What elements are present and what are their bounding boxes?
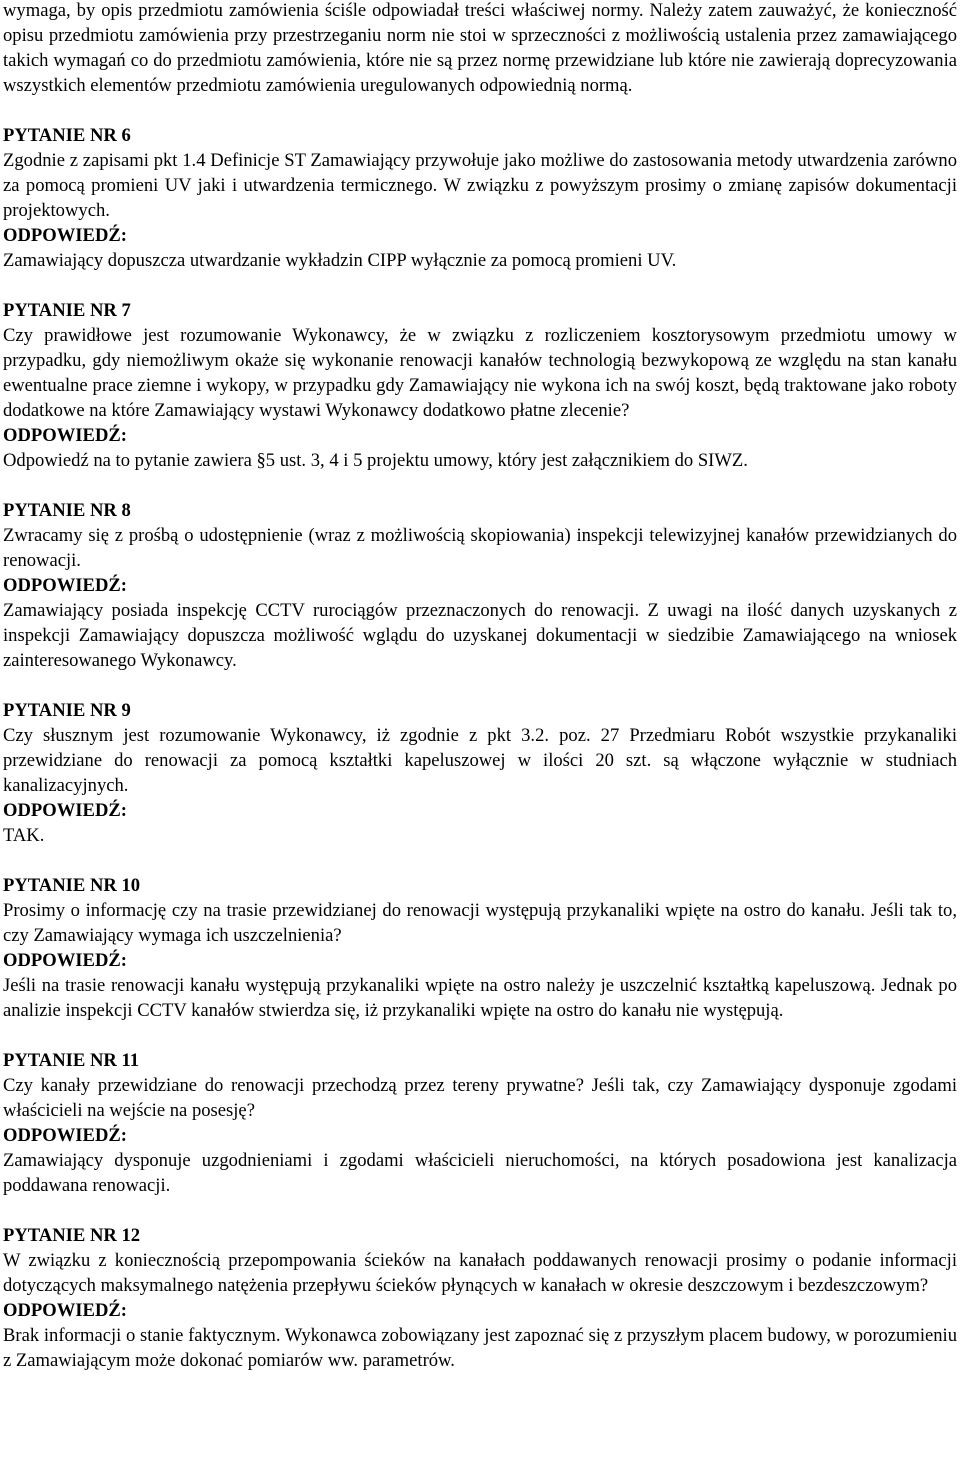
question-section — [3, 873, 957, 1023]
question-text: Prosimy o informację czy na trasie przewidzianej do renowacji występują przykanaliki wpięte na ostro do kanału. Jeśli tak to, czy Zamawiający wymaga ich uszczelnienia? — [3, 900, 957, 946]
question-text: Czy słusznym jest rozumowanie Wykonawcy, iż zgodnie z pkt 3.2. poz. 27 Przedmiaru Robót wszystkie przykanaliki przewidziane do renowacji za pomocą kształtki kapeluszowej w ilości 20 szt. są włączone wyłącznie w studniach kanalizacyjnych. — [3, 725, 957, 796]
question-section — [3, 123, 957, 273]
question-text: Czy kanały przewidziane do renowacji przechodzą przez tereny prywatne? Jeśli tak, czy Zamawiający dysponuje zgodami właścicieli na wejście na posesję? — [3, 1075, 957, 1121]
answer-label: ODPOWIEDŹ: — [3, 575, 127, 596]
question-heading: PYTANIE NR 9 — [3, 700, 131, 721]
answer-text: Zamawiający dysponuje uzgodnieniami i zgodami właścicieli nieruchomości, na których posadowiona jest kanalizacja poddawana renowacji. — [3, 1150, 957, 1196]
question-heading: PYTANIE NR 12 — [3, 1225, 141, 1246]
qa-sections — [3, 123, 957, 1373]
answer-text: Brak informacji o stanie faktycznym. Wykonawca zobowiązany jest zapoznać się z przyszłym placem budowy, w porozumieniu z Zamawiającym może dokonać pomiarów ww. parametrów. — [3, 1325, 957, 1371]
question-section — [3, 298, 957, 473]
question-text: W związku z koniecznością przepompowania ścieków na kanałach poddawanych renowacji prosimy o podanie informacji dotyczących maksymalnego natężenia przepływu ścieków płynących w kanałach w okresie deszczowym i bezdeszczowym? — [3, 1250, 957, 1296]
question-text: Zgodnie z zapisami pkt 1.4 Definicje ST Zamawiający przywołuje jako możliwe do zastosowania metody utwardzenia zarówno za pomocą promieni UV jaki i utwardzenia termicznego. W związku z powyższym prosimy o zmianę zapisów dokumentacji projektowych. — [3, 150, 957, 221]
question-section — [3, 498, 957, 673]
question-heading: PYTANIE NR 7 — [3, 300, 131, 321]
question-section — [3, 1048, 957, 1198]
question-section — [3, 1223, 957, 1373]
question-section — [3, 698, 957, 848]
answer-text: TAK. — [3, 825, 45, 846]
answer-label: ODPOWIEDŹ: — [3, 1125, 127, 1146]
answer-label: ODPOWIEDŹ: — [3, 950, 127, 971]
answer-text: Jeśli na trasie renowacji kanału występują przykanaliki wpięte na ostro należy je uszczelnić kształtką kapeluszową. Jednak po analizie inspekcji CCTV kanałów stwierdza się, iż przykanaliki wpięte na ostro do kanału nie występują. — [3, 975, 957, 1021]
answer-text: Zamawiający posiada inspekcję CCTV rurociągów przeznaczonych do renowacji. Z uwagi na ilość danych uzyskanych z inspekcji Zamawiający dopuszcza możliwość wglądu do uzyskanej dokumentacji w siedzibie Zamawiającego na wniosek zainteresowanego Wykonawcy. — [3, 600, 957, 671]
answer-text: Zamawiający dopuszcza utwardzanie wykładzin CIPP wyłącznie za pomocą promieni UV. — [3, 250, 677, 271]
answer-label: ODPOWIEDŹ: — [3, 1300, 127, 1321]
question-heading: PYTANIE NR 6 — [3, 125, 131, 146]
answer-label: ODPOWIEDŹ: — [3, 225, 127, 246]
intro-paragraph: wymaga, by opis przedmiotu zamówienia ściśle odpowiadał treści właściwej normy. Należy zatem zauważyć, że konieczność opisu przedmiotu zamówienia przy przestrzeganiu norm nie stoi w sprzeczności z możliwością ustalenia przez zamawiającego takich wymagań co do przedmiotu zamówienia, które nie są przez normę przewidziane lub które nie zawierają doprecyzowania wszystkich elementów przedmiotu zamówienia uregulowanych odpowiednią normą. — [3, 0, 957, 96]
question-heading: PYTANIE NR 10 — [3, 875, 141, 896]
answer-label: ODPOWIEDŹ: — [3, 800, 127, 821]
answer-label: ODPOWIEDŹ: — [3, 425, 127, 446]
question-heading: PYTANIE NR 11 — [3, 1050, 140, 1071]
question-text: Czy prawidłowe jest rozumowanie Wykonawcy, że w związku z rozliczeniem kosztorysowym przedmiotu umowy w przypadku, gdy niemożliwym okaże się wykonanie renowacji kanałów technologią bezwykopową ze względu na stan kanału ewentualne prace ziemne i wykopy, w przypadku gdy Zamawiający nie wykona ich na swój koszt, będą traktowane jako roboty dodatkowe na które Zamawiający wystawi Wykonawcy dodatkowo płatne zlecenie? — [3, 325, 957, 421]
answer-text: Odpowiedź na to pytanie zawiera §5 ust. 3, 4 i 5 projektu umowy, który jest załącznikiem do SIWZ. — [3, 450, 748, 471]
question-text: Zwracamy się z prośbą o udostępnienie (wraz z możliwością skopiowania) inspekcji telewizyjnej kanałów przewidzianych do renowacji. — [3, 525, 957, 571]
question-heading: PYTANIE NR 8 — [3, 500, 131, 521]
